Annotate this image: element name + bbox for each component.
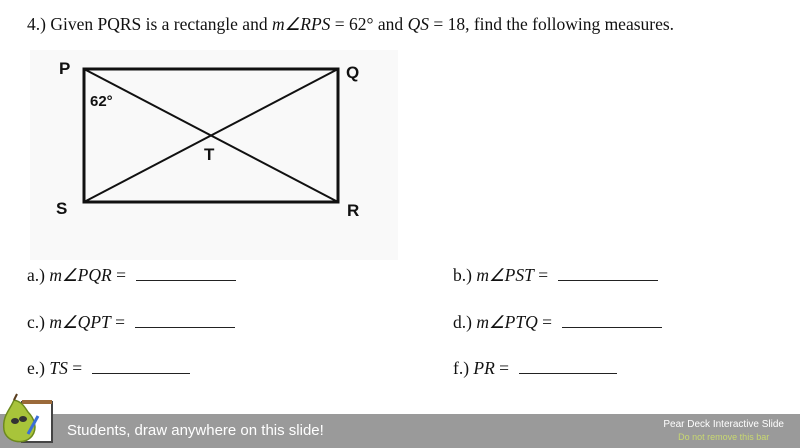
label-s: S <box>56 199 68 218</box>
pear-deck-branding <box>663 419 784 442</box>
label-r: R <box>347 201 360 220</box>
question-expression: m∠PTQ <box>476 312 538 332</box>
answer-blank[interactable] <box>135 313 235 328</box>
question-e <box>27 358 190 379</box>
question-expression: TS <box>49 358 68 378</box>
answer-blank[interactable] <box>519 359 617 374</box>
brand-subtitle: Do not remove this bar <box>678 432 770 442</box>
question-b <box>453 265 658 286</box>
problem-statement <box>27 14 797 35</box>
problem-segment-value: = 18, find the following measures. <box>428 14 675 34</box>
rectangle-diagram <box>30 50 398 260</box>
rectangle-figure <box>30 50 398 260</box>
answer-blank[interactable] <box>92 359 190 374</box>
question-letter: a.) <box>27 265 45 285</box>
draw-message: Students, draw anywhere on this slide! <box>67 422 324 439</box>
question-letter: b.) <box>453 265 472 285</box>
question-equals: = <box>542 312 552 332</box>
answer-blank[interactable] <box>136 266 236 281</box>
question-equals: = <box>499 358 510 378</box>
question-expression: m∠PQR <box>49 265 112 285</box>
label-p: P <box>59 59 71 78</box>
question-letter: e.) <box>27 358 45 378</box>
question-equals: = <box>538 265 549 285</box>
question-expression: PR <box>473 358 495 378</box>
problem-angle-value: = 62° and <box>330 14 408 34</box>
problem-angle: m∠RPS <box>271 14 331 34</box>
question-f <box>453 358 617 379</box>
question-letter: d.) <box>453 312 472 332</box>
label-q: Q <box>346 63 360 82</box>
problem-prefix: 4.) Given PQRS is a rectangle and <box>27 14 272 34</box>
question-expression: m∠PST <box>476 265 534 285</box>
question-letter: f.) <box>453 358 470 378</box>
label-t: T <box>204 145 215 164</box>
question-expression: m∠QPT <box>49 312 111 332</box>
question-equals: = <box>116 265 126 285</box>
question-equals: = <box>72 358 83 378</box>
pear-drawing-icon <box>0 390 56 448</box>
question-c <box>27 312 235 333</box>
problem-segment: QS <box>407 14 429 34</box>
question-d <box>453 312 662 333</box>
pear-deck-bar <box>0 414 800 448</box>
answer-blank[interactable] <box>558 266 658 281</box>
brand-title: Pear Deck Interactive Slide <box>663 419 784 430</box>
question-a <box>27 265 236 286</box>
question-letter: c.) <box>27 312 45 332</box>
question-equals: = <box>115 312 125 332</box>
angle-label: 62° <box>90 93 113 110</box>
answer-blank[interactable] <box>562 313 662 328</box>
